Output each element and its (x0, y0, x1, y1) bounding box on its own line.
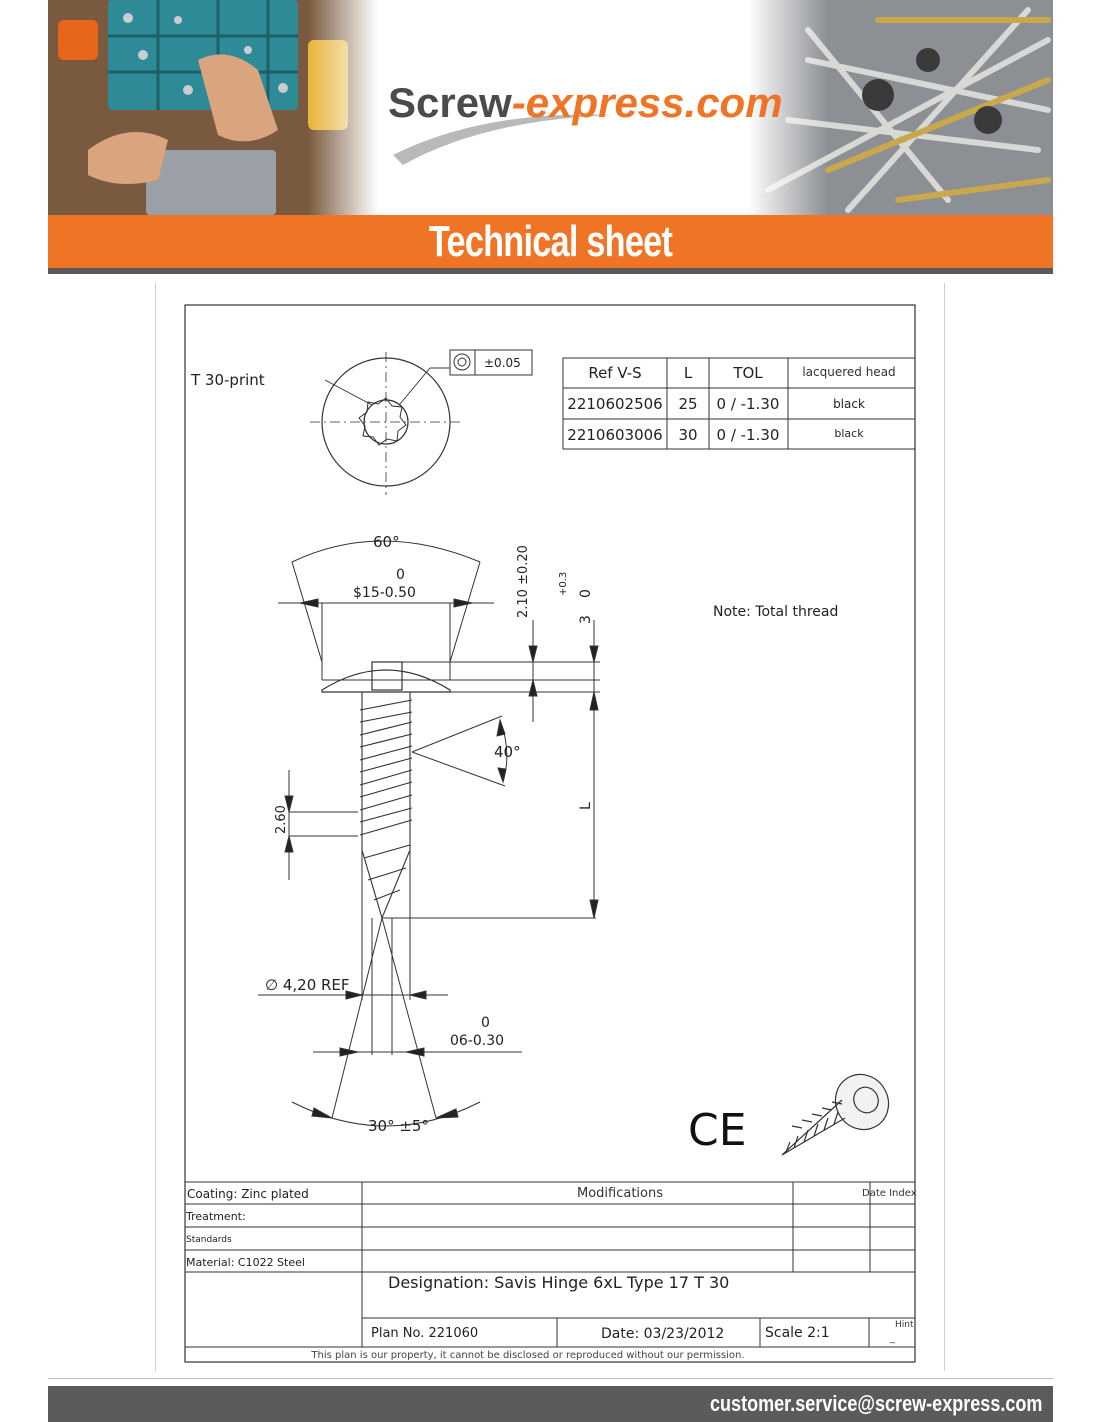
tb-date-index: Date Index (862, 1188, 917, 1199)
head-height-dim (529, 620, 598, 918)
ref-row-1-ref: 2210602506 (567, 395, 663, 413)
head-angle-dim (292, 541, 480, 662)
dim-tip-angle: 30° ±5° (368, 1117, 429, 1135)
tb-date: Date: 03/23/2012 (601, 1326, 725, 1342)
tb-designation: Designation: Savis Hinge 6xL Type 17 T 30 (388, 1273, 730, 1292)
tb-modifications: Modifications (576, 1186, 664, 1201)
dim-thread-angle: 40° (494, 743, 521, 761)
dim-tip-dia: 06-0.30 (450, 1033, 505, 1049)
screw-head (322, 662, 600, 692)
tb-material: Material: C1022 Steel (186, 1256, 305, 1269)
tb-coating: Coating: Zinc plated (187, 1187, 309, 1201)
ref-row-2-ref: 2210603006 (567, 426, 663, 444)
dim-recess-zero: 0 (578, 589, 594, 598)
drawing-frame (185, 305, 915, 1362)
head-diameter-dim (278, 599, 494, 680)
footer-email[interactable]: customer.service@screw-express.com (709, 1391, 1042, 1416)
ref-row-2-tol: 0 / -1.30 (716, 426, 780, 444)
note-total-thread: Note: Total thread (713, 604, 839, 620)
tb-hint: Hint (895, 1320, 914, 1330)
pitch-dim (285, 770, 358, 880)
ref-row-2-head: black (834, 427, 864, 440)
dim-recess-tol: +0.3 (558, 571, 569, 596)
tb-disclaimer: This plan is our property, it cannot be disclosed or reproduced without our permission. (311, 1350, 745, 1361)
head-top-view (310, 352, 462, 495)
ref-table-header-l: L (683, 364, 693, 382)
dim-head-angle: 60° (373, 533, 400, 551)
brand-logo-right: -express.com (511, 79, 783, 126)
ref-row-2-l: 30 (678, 426, 698, 444)
ref-row-1-l: 25 (678, 395, 698, 413)
print-label: T 30-print (191, 371, 265, 389)
dim-length: L (578, 802, 594, 810)
ref-table-header-head: lacquered head (802, 365, 896, 379)
ce-mark: CE (688, 1105, 747, 1156)
dim-pitch: 2.60 (274, 805, 289, 834)
footer-rule (48, 1378, 1053, 1379)
thread-angle-dim (412, 716, 507, 786)
tb-scale: Scale 2:1 (765, 1325, 830, 1341)
tolerance-value: ±0.05 (484, 356, 521, 370)
dim-tip-top: 0 (481, 1015, 490, 1031)
screw-illustration (782, 1065, 899, 1155)
dim-shank-dia: ∅ 4,20 REF (265, 976, 350, 994)
ref-row-1-tol: 0 / -1.30 (716, 395, 780, 413)
ref-table-header-ref: Ref V-S (588, 364, 642, 382)
tolerance-box (450, 350, 532, 375)
tb-plan-no: Plan No. 221060 (371, 1326, 479, 1341)
tb-standards: Standards (186, 1235, 232, 1245)
brand-logo-left: Screw (388, 79, 512, 126)
ref-table-header-tol: TOL (733, 364, 763, 382)
tb-hint-value: _ (890, 1333, 895, 1344)
tb-treatment: Treatment: (186, 1210, 246, 1223)
dim-head-dia-top: 0 (396, 567, 405, 583)
page-title: Technical sheet (428, 217, 673, 266)
dim-recess-val: 3 (578, 615, 594, 624)
dim-head-dia: $15-0.50 (353, 585, 416, 601)
ref-row-1-head: black (833, 397, 865, 411)
dim-head-height: 2.10 ±0.20 (516, 545, 531, 618)
